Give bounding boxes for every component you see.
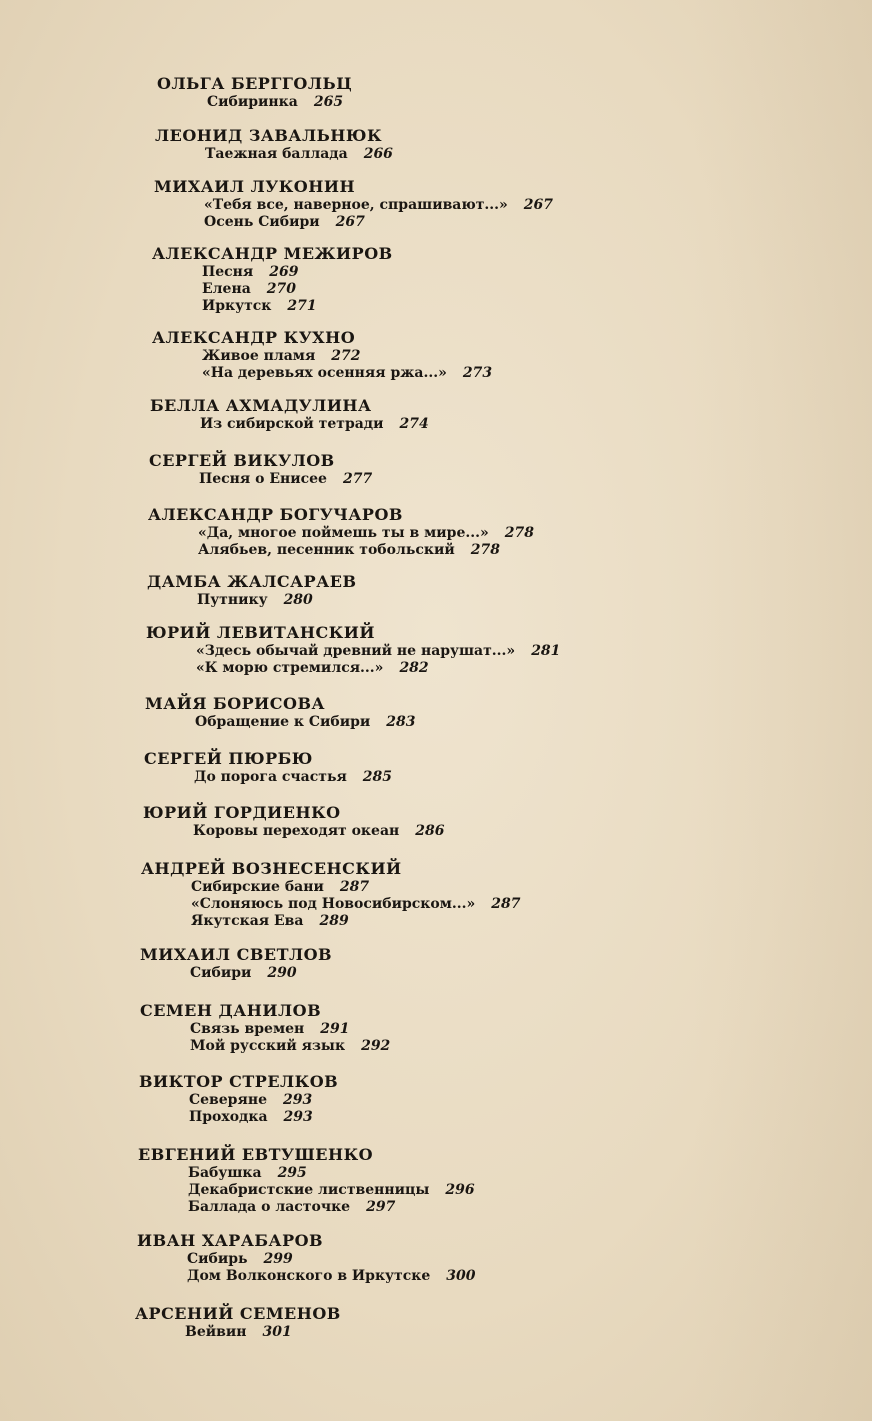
toc-entry [144,749,392,786]
poem-title: Связь времен [190,1021,305,1037]
page-number: 293 [282,1092,313,1108]
author-name: АЛЕКСАНДР КУХНО [152,328,356,347]
poem-line [207,94,352,111]
page-number: 265 [313,94,344,110]
poem-line [202,298,393,315]
poem-title: «Слоняюсь под Новосибирском...» [191,896,476,912]
poem-line [198,525,534,542]
page-number: 272 [331,348,361,364]
page-number: 266 [363,146,393,162]
poem-list [196,643,560,677]
poem-line [199,471,372,488]
poem-list [204,197,553,231]
poem-title: Обращение к Сибири [195,714,371,730]
page-number: 278 [470,542,500,558]
poem-title: Проходка [189,1109,268,1125]
poem-title: До порога счастья [194,769,347,785]
poem-title: Коровы переходят океан [193,823,400,839]
poem-line [202,348,492,365]
author-name: СЕРГЕЙ ПЮРБЮ [144,749,313,768]
toc-entry [155,126,393,163]
poem-line [189,1092,338,1109]
poem-line [196,643,560,660]
author-name: ОЛЬГА БЕРГГОЛЬЦ [157,74,353,93]
poem-list [195,714,416,731]
poem-title: Декабристские лиственницы [188,1182,430,1198]
poem-list [202,348,492,382]
toc-entry [141,859,521,930]
poem-line [189,1109,338,1126]
poem-title: Сибирские бани [191,879,324,895]
poem-list [189,1092,338,1126]
page-number: 282 [399,660,429,676]
poem-title: «Тебя все, наверное, спрашивают...» [204,197,508,213]
toc-entry [147,572,356,609]
author-name: АЛЕКСАНДР МЕЖИРОВ [152,244,393,263]
poem-line [185,1324,341,1341]
poem-line [190,1021,390,1038]
page-number: 293 [283,1109,313,1125]
page-shading [692,0,872,1421]
poem-line [194,769,392,786]
page-number: 270 [266,281,297,297]
poem-list [191,879,521,930]
poem-title: Из сибирской тетради [200,416,384,432]
author-name: СЕРГЕЙ ВИКУЛОВ [149,451,335,470]
poem-title: Песня о Енисее [199,471,327,487]
page-number: 274 [399,416,429,432]
page-number: 281 [531,643,561,659]
poem-line [202,281,393,298]
author-name: ДАМБА ЖАЛСАРАЕВ [147,572,357,591]
poem-title: Якутская Ева [191,913,304,929]
poem-list [185,1324,341,1341]
page-number: 278 [504,525,534,541]
toc-entry [157,74,352,111]
toc-entry [146,623,560,677]
poem-title: Таежная баллада [205,146,348,162]
page-number: 269 [269,264,299,280]
poem-list [198,525,534,559]
poem-title: Путнику [197,592,268,608]
poem-list [199,471,372,488]
page-number: 295 [277,1165,307,1181]
poem-title: Дом Волконского в Иркутске [187,1268,431,1284]
author-name: АРСЕНИЙ СЕМЕНОВ [135,1304,341,1323]
poem-line [205,146,393,163]
poem-line [191,913,521,930]
poem-line [204,214,553,231]
page-number: 299 [263,1251,293,1267]
poem-line [190,965,332,982]
poem-line [190,1038,390,1055]
author-name: АЛЕКСАНДР БОГУЧАРОВ [148,505,403,524]
toc-entry [152,244,393,315]
poem-line [202,365,492,382]
poem-line [188,1182,475,1199]
poem-title: «На деревьях осенняя ржа...» [202,365,447,381]
page-number: 280 [283,592,313,608]
poem-list [205,146,393,163]
poem-line [204,197,553,214]
poem-title: Баллада о ласточке [188,1199,351,1215]
poem-list [193,823,445,840]
toc-entry [143,803,445,840]
toc-entry [135,1304,341,1341]
poem-title: Сибири [190,965,252,981]
toc-entry [140,1001,390,1055]
author-name: ИВАН ХАРАБАРОВ [137,1231,324,1250]
page-number: 289 [319,913,349,929]
poem-title: Осень Сибири [204,214,320,230]
toc-entry [148,505,534,559]
poem-list [200,416,429,433]
page-number: 290 [267,965,297,981]
poem-line [188,1165,475,1182]
page-number: 267 [523,197,554,213]
author-name: БЕЛЛА АХМАДУЛИНА [150,396,372,415]
poem-title: Бабушка [188,1165,262,1181]
page-number: 277 [342,471,373,487]
author-name: ЮРИЙ ЛЕВИТАНСКИЙ [146,623,375,642]
poem-line [193,823,445,840]
poem-title: Сибирь [187,1251,248,1267]
poem-title: «Здесь обычай древний не нарушат...» [196,643,516,659]
toc-entry [145,694,416,731]
author-name: МИХАИЛ СВЕТЛОВ [140,945,333,964]
poem-line [195,714,416,731]
author-name: ЛЕОНИД ЗАВАЛЬНЮК [155,126,383,145]
page-number: 271 [287,298,317,314]
page-number: 296 [445,1182,475,1198]
author-name: АНДРЕЙ ВОЗНЕСЕНСКИЙ [141,859,402,878]
poem-line [202,264,393,281]
poem-list [187,1251,475,1285]
poem-line [196,660,560,677]
poem-title: «К морю стремился...» [196,660,384,676]
poem-list [188,1165,475,1216]
toc-entry [139,1072,338,1126]
poem-line [191,879,521,896]
page-number: 287 [339,879,370,895]
poem-line [187,1268,475,1285]
poem-line [198,542,534,559]
page-number: 273 [462,365,493,381]
page-number: 283 [386,714,416,730]
poem-title: Северяне [189,1092,267,1108]
author-name: МИХАИЛ ЛУКОНИН [154,177,356,196]
poem-line [187,1251,475,1268]
page-number: 300 [446,1268,476,1284]
author-name: МАЙЯ БОРИСОВА [145,694,326,713]
page-number: 291 [320,1021,350,1037]
toc-entry [137,1231,475,1285]
page-number: 267 [335,214,365,230]
poem-title: Сибиринка [207,94,298,110]
poem-title: Елена [202,281,251,297]
poem-title: Иркутск [202,298,272,314]
poem-title: Алябьев, песенник тобольский [198,542,455,558]
poem-title: «Да, многое поймешь ты в мире...» [198,525,489,541]
toc-entry [138,1145,475,1216]
poem-line [200,416,429,433]
poem-title: Вейвин [185,1324,247,1340]
poem-list [197,592,356,609]
poem-list [190,1021,390,1055]
toc-entry [152,328,492,382]
poem-list [190,965,332,982]
poem-title: Мой русский язык [190,1038,346,1054]
page-number: 297 [366,1199,396,1215]
author-name: СЕМЕН ДАНИЛОВ [140,1001,322,1020]
toc-entry [150,396,429,433]
poem-line [191,896,521,913]
page-number: 286 [415,823,445,839]
author-name: ВИКТОР СТРЕЛКОВ [139,1072,339,1091]
poem-list [207,94,352,111]
poem-title: Живое пламя [202,348,316,364]
poem-list [202,264,393,315]
author-name: ЮРИЙ ГОРДИЕНКО [143,803,341,822]
poem-line [197,592,356,609]
poem-title: Песня [202,264,254,280]
poem-line [188,1199,475,1216]
toc-entry [149,451,372,488]
poem-list [194,769,392,786]
page-number: 287 [491,896,521,912]
page-number: 285 [362,769,393,785]
toc-entry [154,177,553,231]
author-name: ЕВГЕНИЙ ЕВТУШЕНКО [138,1145,374,1164]
page-number: 292 [361,1038,391,1054]
page-number: 301 [262,1324,292,1340]
toc-entry [140,945,332,982]
